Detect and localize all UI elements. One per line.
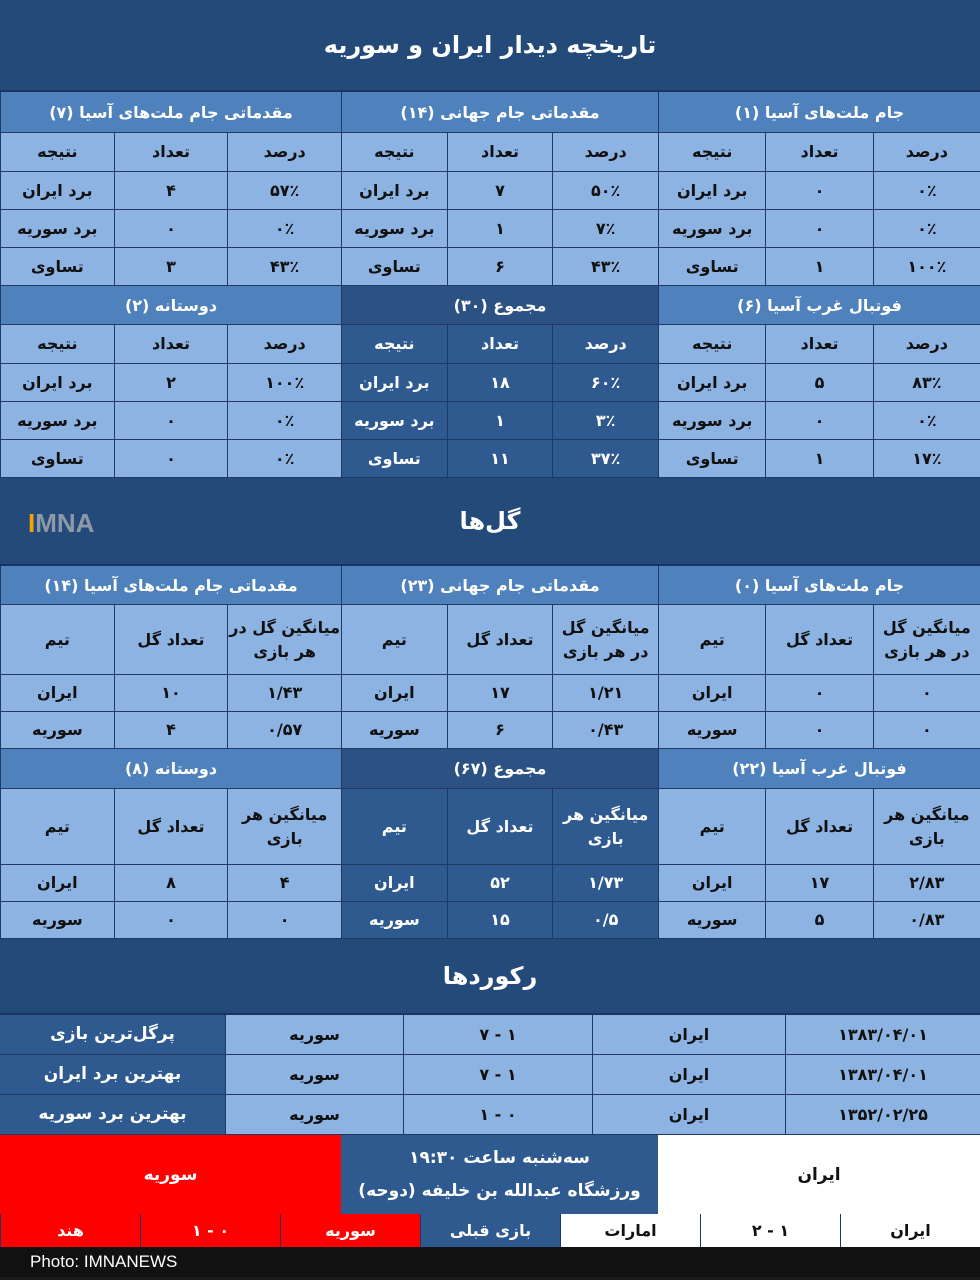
table-row: [659, 902, 980, 939]
table-cell: ۶: [447, 712, 553, 748]
table-cell: ۱: [765, 248, 872, 285]
record-row: [0, 1095, 980, 1135]
table-row: [342, 248, 658, 286]
table-cell: برد ایران: [1, 172, 114, 209]
table-cell: ۰: [114, 902, 228, 938]
table-cell: سوریه: [1, 902, 114, 938]
stat-block: [0, 92, 341, 286]
table-row: [1, 865, 341, 902]
column-header: تعداد گل: [447, 789, 553, 864]
table-cell: ۰/۵۷: [227, 712, 341, 748]
prev-label: بازی قبلی: [420, 1214, 560, 1247]
block-row: [0, 92, 980, 286]
column-header: تعداد گل: [765, 789, 872, 864]
table-cell: ۱/۲۱: [552, 675, 658, 711]
table-cell: ۲: [114, 364, 228, 401]
column-header-row: [342, 325, 658, 364]
previous-matches: [0, 1214, 980, 1247]
table-cell: ۰: [765, 402, 872, 439]
table-row: [1, 675, 341, 712]
table-cell: ۰: [765, 210, 872, 247]
stat-block: [0, 566, 341, 749]
goals-section: [0, 566, 980, 939]
table-row: [342, 364, 658, 402]
table-cell: ۰: [114, 402, 228, 439]
table-cell: ۱۵: [447, 902, 553, 938]
column-header: درصد: [873, 325, 980, 363]
record-cell: ۱۳۵۲/۰۲/۲۵: [785, 1095, 980, 1134]
column-header-row: [1, 789, 341, 865]
record-label: پرگل‌ترین بازی: [0, 1015, 225, 1054]
table-cell: برد ایران: [342, 364, 447, 401]
table-cell: برد سوریه: [1, 210, 114, 247]
column-header-row: [659, 133, 980, 172]
column-header: تعداد: [114, 325, 228, 363]
block-title: مقدماتی جام ملت‌های آسیا (۷): [1, 92, 341, 133]
table-cell: تساوی: [1, 248, 114, 285]
table-cell: ۱/۷۳: [552, 865, 658, 901]
column-header: تیم: [659, 789, 765, 864]
column-header: تعداد: [765, 325, 872, 363]
column-header: میانگین هر بازی: [873, 789, 980, 864]
title-band: [0, 0, 980, 92]
record-cell: سوریه: [225, 1095, 403, 1134]
record-cell: ایران: [592, 1015, 785, 1054]
table-cell: تساوی: [342, 440, 447, 477]
records-table: [0, 1015, 980, 1135]
table-cell: ۰: [873, 712, 980, 748]
table-cell: ۳: [114, 248, 228, 285]
table-cell: ۱۰۰٪: [227, 364, 341, 401]
table-cell: ۵۲: [447, 865, 553, 901]
table-cell: ۱۰: [114, 675, 228, 711]
column-header: تعداد: [765, 133, 872, 171]
stat-block: [341, 286, 658, 478]
results-section: [0, 92, 980, 478]
table-cell: ۸۳٪: [873, 364, 980, 401]
table-row: [1, 248, 341, 286]
table-cell: برد ایران: [342, 172, 447, 209]
block-row: [0, 749, 980, 939]
table-cell: ۱۷٪: [873, 440, 980, 477]
table-cell: برد سوریه: [659, 210, 765, 247]
block-title: فوتبال غرب آسیا (۲۲): [659, 749, 980, 789]
column-header: تعداد: [447, 133, 553, 171]
table-cell: ۴: [114, 712, 228, 748]
table-cell: تساوی: [659, 248, 765, 285]
table-row: [1, 172, 341, 210]
table-cell: ۴۳٪: [227, 248, 341, 285]
block-title: مجموع (۳۰): [342, 286, 658, 325]
column-header: نتیجه: [342, 133, 447, 171]
table-cell: ۰: [765, 675, 872, 711]
column-header-row: [342, 133, 658, 172]
table-cell: ایران: [342, 865, 447, 901]
table-row: [659, 712, 980, 749]
table-row: [1, 364, 341, 402]
table-cell: ۰/۴۳: [552, 712, 658, 748]
column-header: نتیجه: [342, 325, 447, 363]
record-cell: ۷ - ۱: [403, 1015, 592, 1054]
table-row: [659, 675, 980, 712]
table-cell: ۶۰٪: [552, 364, 658, 401]
stat-block: [0, 286, 341, 478]
table-cell: برد سوریه: [342, 210, 447, 247]
records-title: رکوردها: [442, 962, 538, 990]
table-cell: سوریه: [342, 902, 447, 938]
column-header: نتیجه: [1, 133, 114, 171]
prev-team-a: ایران: [840, 1214, 980, 1247]
record-cell: ۱۳۸۳/۰۴/۰۱: [785, 1015, 980, 1054]
table-cell: ۶: [447, 248, 553, 285]
table-cell: ۰: [227, 902, 341, 938]
prev-score-b: ۱ - ۰: [140, 1214, 280, 1247]
table-row: [342, 675, 658, 712]
table-cell: تساوی: [1, 440, 114, 477]
record-cell: ایران: [592, 1095, 785, 1134]
table-cell: ۵: [765, 902, 872, 938]
table-row: [342, 172, 658, 210]
column-header-row: [1, 133, 341, 172]
table-cell: ۰٪: [873, 172, 980, 209]
column-header-row: [342, 605, 658, 675]
block-title: فوتبال غرب آسیا (۶): [659, 286, 980, 325]
record-label: بهترین برد ایران: [0, 1055, 225, 1094]
column-header: تعداد گل: [447, 605, 553, 674]
column-header-row: [1, 325, 341, 364]
stat-block: [341, 92, 658, 286]
block-title: مجموع (۶۷): [342, 749, 658, 789]
stat-block: [0, 749, 341, 939]
block-title: مقدماتی جام جهانی (۱۴): [342, 92, 658, 133]
record-cell: سوریه: [225, 1055, 403, 1094]
table-cell: ۰/۸۳: [873, 902, 980, 938]
column-header: نتیجه: [659, 325, 765, 363]
table-row: [342, 210, 658, 248]
table-cell: ایران: [1, 675, 114, 711]
table-cell: برد سوریه: [342, 402, 447, 439]
stat-block: [658, 92, 980, 286]
column-header: تعداد: [114, 133, 228, 171]
next-match-time: سه‌شنبه ساعت ۱۹:۳۰: [409, 1148, 590, 1169]
table-cell: تساوی: [659, 440, 765, 477]
table-cell: ۴: [227, 865, 341, 901]
table-row: [659, 248, 980, 286]
block-title: جام ملت‌های آسیا (۰): [659, 566, 980, 605]
table-cell: ۴: [114, 172, 228, 209]
column-header: درصد: [227, 133, 341, 171]
table-row: [1, 402, 341, 440]
table-cell: ۴۳٪: [552, 248, 658, 285]
block-row: [0, 286, 980, 478]
block-title: جام ملت‌های آسیا (۱): [659, 92, 980, 133]
table-row: [342, 902, 658, 939]
table-cell: ۳۷٪: [552, 440, 658, 477]
table-cell: برد ایران: [1, 364, 114, 401]
goals-band: [0, 478, 980, 566]
table-cell: ۰/۵: [552, 902, 658, 938]
table-cell: ۵: [765, 364, 872, 401]
prev-opponent-b: هند: [0, 1214, 140, 1247]
table-cell: برد سوریه: [1, 402, 114, 439]
column-header: تیم: [342, 789, 447, 864]
column-header: تیم: [1, 605, 114, 674]
table-cell: ۰: [114, 440, 228, 477]
record-label: بهترین برد سوریه: [0, 1095, 225, 1134]
table-cell: ۱۰۰٪: [873, 248, 980, 285]
record-cell: ایران: [592, 1055, 785, 1094]
table-cell: ایران: [659, 675, 765, 711]
table-cell: ۰٪: [227, 440, 341, 477]
block-row: [0, 566, 980, 749]
column-header: تعداد گل: [114, 789, 228, 864]
photo-credit: Photo: IMNANEWS: [0, 1247, 980, 1277]
stat-block: [341, 749, 658, 939]
table-cell: ۱/۴۳: [227, 675, 341, 711]
stat-block: [658, 286, 980, 478]
table-cell: سوریه: [1, 712, 114, 748]
table-cell: سوریه: [659, 712, 765, 748]
column-header-row: [659, 605, 980, 675]
block-title: مقدماتی جام ملت‌های آسیا (۱۴): [1, 566, 341, 605]
table-cell: ایران: [342, 675, 447, 711]
column-header: میانگین هر بازی: [227, 789, 341, 864]
column-header: تعداد گل: [765, 605, 872, 674]
stat-block: [658, 749, 980, 939]
table-row: [1, 712, 341, 749]
table-cell: ۱۷: [447, 675, 553, 711]
table-cell: ۰: [873, 675, 980, 711]
next-match: [0, 1135, 980, 1214]
table-cell: برد ایران: [659, 364, 765, 401]
next-match-info: [341, 1135, 658, 1214]
table-cell: تساوی: [342, 248, 447, 285]
table-cell: ۰٪: [227, 402, 341, 439]
table-cell: ۰: [765, 712, 872, 748]
column-header: میانگین گل در هر بازی: [552, 605, 658, 674]
table-cell: ۸: [114, 865, 228, 901]
table-cell: ۷: [447, 172, 553, 209]
table-row: [342, 402, 658, 440]
column-header-row: [659, 325, 980, 364]
column-header: تعداد: [447, 325, 553, 363]
table-cell: ایران: [659, 865, 765, 901]
prev-score-a: ۲ - ۱: [700, 1214, 840, 1247]
table-cell: ۵۰٪: [552, 172, 658, 209]
block-title: مقدماتی جام جهانی (۲۳): [342, 566, 658, 605]
table-row: [659, 172, 980, 210]
table-row: [1, 440, 341, 478]
column-header-row: [1, 605, 341, 675]
table-cell: ۰٪: [227, 210, 341, 247]
table-row: [342, 440, 658, 478]
table-cell: ۰: [114, 210, 228, 247]
table-cell: ۱۷: [765, 865, 872, 901]
table-cell: ۰٪: [873, 402, 980, 439]
column-header-row: [659, 789, 980, 865]
records-band: [0, 939, 980, 1015]
table-cell: ۳٪: [552, 402, 658, 439]
table-row: [659, 364, 980, 402]
imna-logo: IMNA: [28, 508, 95, 538]
column-header: درصد: [227, 325, 341, 363]
next-match-venue: ورزشگاه عبدالله بن خلیفه (دوحه): [358, 1180, 641, 1201]
block-title: دوستانه (۸): [1, 749, 341, 789]
table-cell: ۰: [765, 172, 872, 209]
column-header: درصد: [552, 133, 658, 171]
page-title: تاریخچه دیدار ایران و سوریه: [323, 31, 657, 59]
table-cell: برد ایران: [659, 172, 765, 209]
table-row: [659, 440, 980, 478]
table-cell: برد سوریه: [659, 402, 765, 439]
table-cell: ۰٪: [873, 210, 980, 247]
table-cell: ایران: [1, 865, 114, 901]
table-cell: ۷٪: [552, 210, 658, 247]
column-header: میانگین گل در هر بازی: [873, 605, 980, 674]
record-row: [0, 1015, 980, 1055]
column-header: نتیجه: [1, 325, 114, 363]
table-row: [1, 902, 341, 939]
goals-title: گل‌ها: [459, 507, 521, 535]
prev-opponent-a: امارات: [560, 1214, 700, 1247]
column-header: نتیجه: [659, 133, 765, 171]
table-row: [659, 865, 980, 902]
column-header: تیم: [659, 605, 765, 674]
next-home-team: ایران: [658, 1135, 980, 1214]
table-cell: ۱: [765, 440, 872, 477]
column-header: درصد: [873, 133, 980, 171]
prev-team-b: سوریه: [280, 1214, 420, 1247]
column-header: میانگین هر بازی: [552, 789, 658, 864]
table-cell: ۱۸: [447, 364, 553, 401]
record-row: [0, 1055, 980, 1095]
table-cell: سوریه: [659, 902, 765, 938]
table-cell: ۱۱: [447, 440, 553, 477]
table-cell: ۲/۸۳: [873, 865, 980, 901]
record-cell: ۱۳۸۳/۰۴/۰۱: [785, 1055, 980, 1094]
stat-block: [341, 566, 658, 749]
table-row: [342, 712, 658, 749]
record-cell: ۱ - ۰: [403, 1095, 592, 1134]
table-cell: سوریه: [342, 712, 447, 748]
table-cell: ۱: [447, 210, 553, 247]
record-cell: سوریه: [225, 1015, 403, 1054]
column-header: تیم: [342, 605, 447, 674]
table-row: [342, 865, 658, 902]
next-away-team: سوریه: [0, 1135, 341, 1214]
column-header: درصد: [552, 325, 658, 363]
table-row: [1, 210, 341, 248]
table-row: [659, 402, 980, 440]
record-cell: ۷ - ۱: [403, 1055, 592, 1094]
table-row: [659, 210, 980, 248]
column-header-row: [342, 789, 658, 865]
block-title: دوستانه (۲): [1, 286, 341, 325]
table-cell: ۵۷٪: [227, 172, 341, 209]
column-header: تعداد گل: [114, 605, 228, 674]
column-header: میانگین گل در هر بازی: [227, 605, 341, 674]
stat-block: [658, 566, 980, 749]
table-cell: ۱: [447, 402, 553, 439]
column-header: تیم: [1, 789, 114, 864]
